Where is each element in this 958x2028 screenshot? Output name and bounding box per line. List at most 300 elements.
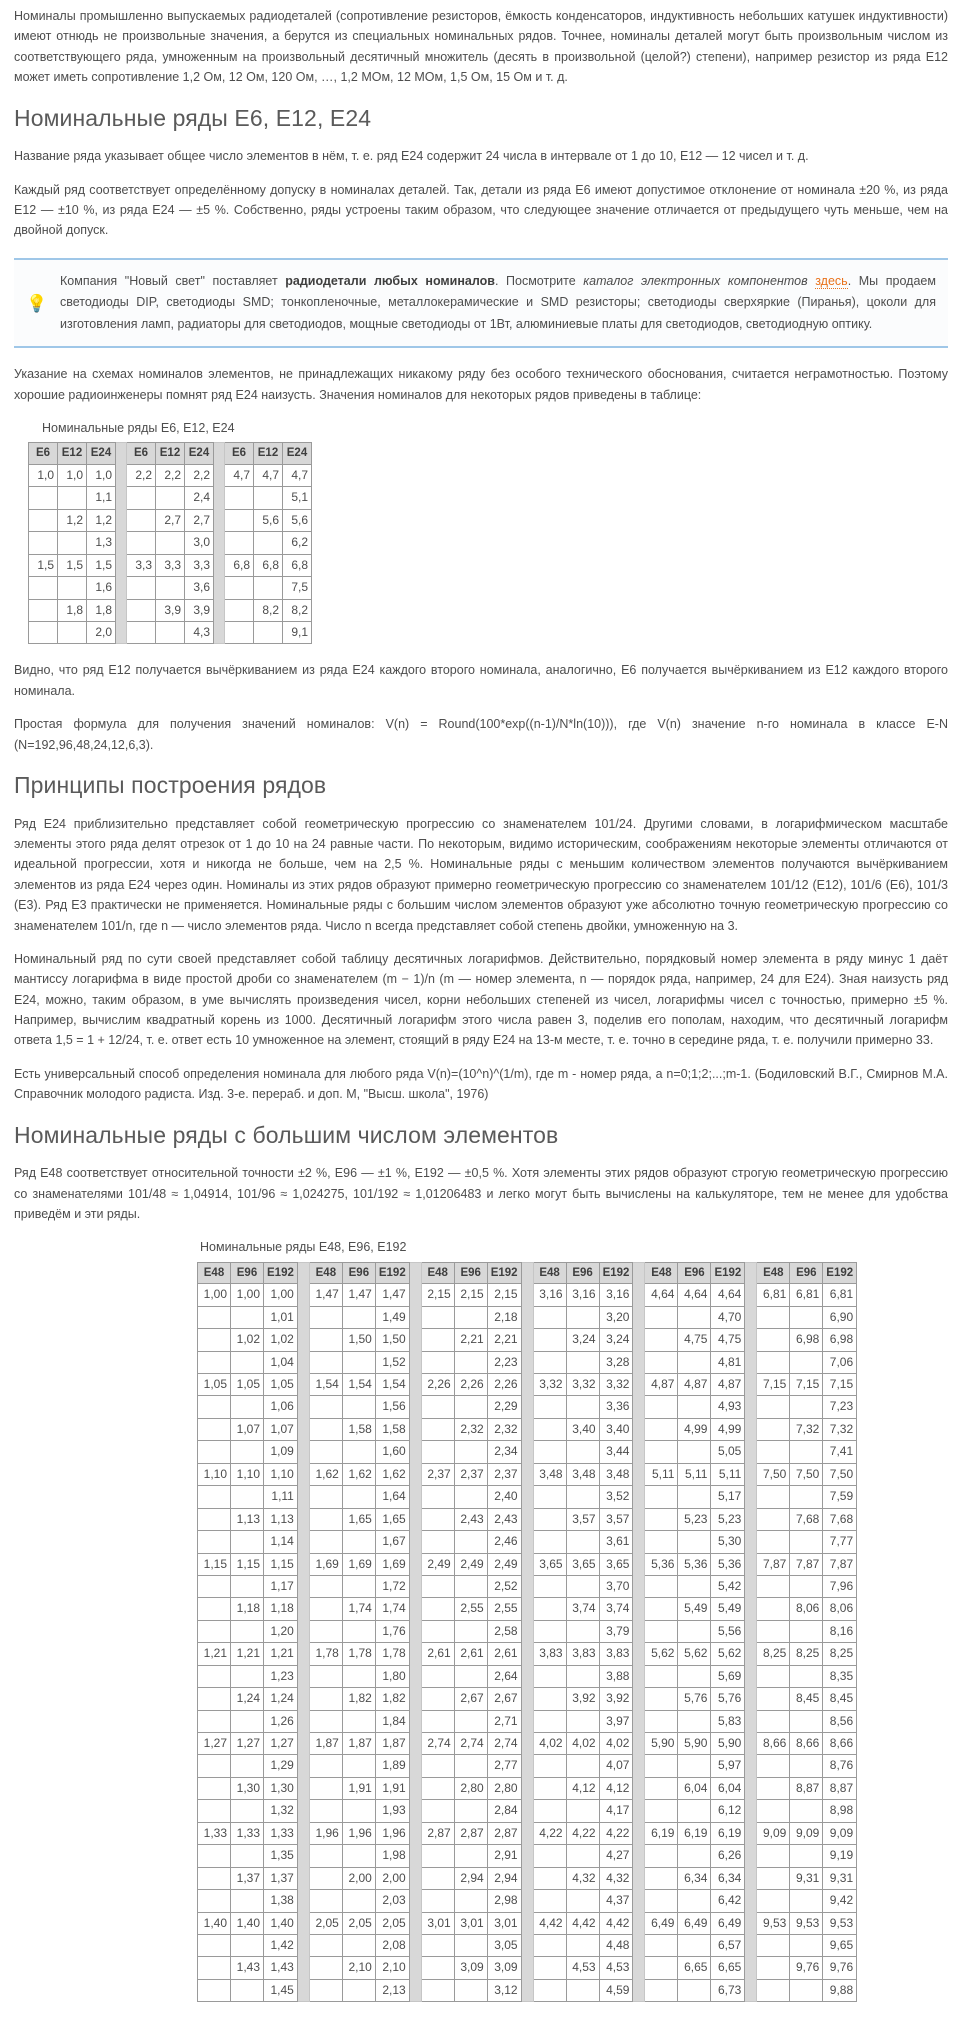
table-e192-group-separator [745,1553,757,1575]
table-e192-cell: 3,74 [566,1598,599,1620]
table-e192-cell: 3,70 [599,1575,633,1597]
table-e192-cell: 1,24 [264,1688,298,1710]
table-e192-cell [421,1890,454,1912]
table-e24-cell: 2,4 [185,487,214,509]
table-e24-group-separator [116,509,127,531]
table-e24-cell [58,621,87,643]
table-e192-cell [309,1486,342,1508]
table-e192-cell: 3,16 [533,1284,566,1306]
table-e192-cell [757,1575,790,1597]
table-e192-cell [678,1620,711,1642]
table-e24-group-separator [214,443,225,465]
table-e192-group-separator [521,1351,533,1373]
table-e192-row [198,1912,857,1934]
table-e192-cell: 4,64 [711,1284,745,1306]
table-e24-col-header-e12: E12 [156,443,185,465]
table-e192-cell [645,1665,678,1687]
table-e192-row [198,1643,857,1665]
table-e192-group-separator [297,1284,309,1306]
table-e192-group-separator [633,1306,645,1328]
table-e192-group-separator [745,1890,757,1912]
table-e192-cell [342,1486,375,1508]
table-e192-cell: 2,84 [487,1800,521,1822]
table-e192-row [198,1733,857,1755]
table-e192-cell: 3,83 [533,1643,566,1665]
table-e192-group-separator [297,1912,309,1934]
table-e192-group-separator [297,1463,309,1485]
table-e192-group-separator [745,1396,757,1418]
heading-principles: Принципы построения рядов [14,771,327,798]
table-e192-cell [309,1979,342,2001]
table-e192-cell: 3,01 [487,1912,521,1934]
table-e192-cell: 1,15 [231,1553,264,1575]
table-e192-cell [421,1396,454,1418]
table-e192-cell [309,1351,342,1373]
table-e192-cell [533,1329,566,1351]
table-e192-row [198,1822,857,1844]
table-e192-cell: 7,32 [823,1418,857,1440]
table-e192-group-separator [745,1598,757,1620]
table-e192-cell [757,1620,790,1642]
table-e192-cell: 4,42 [599,1912,633,1934]
table-e192-cell: 1,13 [264,1508,298,1530]
table-e192-cell: 4,93 [711,1396,745,1418]
table-e192-cell [678,1934,711,1956]
table-e192-cell: 2,29 [487,1396,521,1418]
table-e24-cell: 1,5 [87,554,116,576]
table-e192 [197,1262,857,2003]
table-e192-group-separator [297,1822,309,1844]
table-e192-cell: 1,98 [375,1845,409,1867]
table-e192-cell [566,1306,599,1328]
table-e192-group-separator [633,1979,645,2001]
table-e192-cell: 8,66 [823,1733,857,1755]
table-e192-cell: 3,32 [599,1374,633,1396]
table-e24-cell [156,577,185,599]
table-e192-cell: 7,87 [823,1553,857,1575]
table-e192-cell [309,1957,342,1979]
table-e192-cell [533,1396,566,1418]
table-e192-cell [645,1508,678,1530]
table-e192-cell [309,1306,342,1328]
table-e192-cell [231,1575,264,1597]
table-e192-cell [757,1306,790,1328]
table-e24-cell: 1,5 [29,554,58,576]
table-e192-row [198,1374,857,1396]
table-e192-cell [421,1665,454,1687]
table-e192-cell: 1,87 [309,1733,342,1755]
table-e192-col-header-e192: E192 [375,1262,409,1284]
table-e192-group-separator [745,1620,757,1642]
table-e192-cell: 1,60 [375,1441,409,1463]
table-e192-cell: 3,24 [566,1329,599,1351]
table-e192-row [198,1934,857,1956]
table-e192-cell [231,1306,264,1328]
table-e192-group-separator [521,1508,533,1530]
table-e24-cell [127,577,156,599]
table-e192-cell: 1,78 [342,1643,375,1665]
table-e192-group-separator [409,1733,421,1755]
table-e192-cell [309,1620,342,1642]
table-e192-cell: 7,50 [757,1463,790,1485]
table-e192-cell [533,1531,566,1553]
table-e192-cell [198,1665,231,1687]
table-e192-cell: 1,91 [342,1777,375,1799]
table-e192-cell: 9,88 [823,1979,857,2001]
table-e192-cell: 1,87 [375,1733,409,1755]
table-e192-cell: 2,05 [309,1912,342,1934]
table-e192-cell [198,1890,231,1912]
table-e192-cell: 1,96 [309,1822,342,1844]
table-e192-cell: 3,09 [487,1957,521,1979]
table-e24-cell [225,599,254,621]
heading-e6-e12-e24: Номинальные ряды E6, E12, E24 [14,104,372,131]
table-e192-group-separator [297,1374,309,1396]
table-e192-cell: 2,91 [487,1845,521,1867]
table-e24-cell [127,621,156,643]
table-e192-cell [421,1508,454,1530]
table-e192-cell: 8,87 [823,1777,857,1799]
table-e192-cell: 6,90 [823,1306,857,1328]
table-e24-cell [127,487,156,509]
table-e192-cell: 5,62 [645,1643,678,1665]
table-e192-cell: 4,59 [599,1979,633,2001]
table-e192-cell: 7,96 [823,1575,857,1597]
table-e192-cell: 1,13 [231,1508,264,1530]
promo-catalog-link[interactable]: здесь [815,273,848,288]
table-e192-cell: 1,52 [375,1351,409,1373]
table-e192-cell [309,1777,342,1799]
table-e192-col-header-e96: E96 [566,1262,599,1284]
table-e192-cell [533,1934,566,1956]
table-e192-col-header-e48: E48 [645,1262,678,1284]
table-e192-cell: 6,19 [645,1822,678,1844]
table-e192-cell: 1,27 [264,1733,298,1755]
table-e192-cell: 4,32 [599,1867,633,1889]
table-e192-col-header-e96: E96 [342,1262,375,1284]
table-e192-cell [678,1441,711,1463]
paragraph-formula: Простая формула для получения значений номиналов: V(n) = Round(100*exp((n-1)/N*ln(10))), где V(n) значение n-го номинала в классе E-N (N=192,96,48,24,12,6,3). [14,717,948,752]
table-e24-cell [127,532,156,554]
table-e192-cell [454,1979,487,2001]
table-e192-cell: 1,07 [264,1418,298,1440]
table-e192-cell [757,1508,790,1530]
table-e24-cell: 6,2 [283,532,312,554]
table-e192-cell [309,1418,342,1440]
table-e192-group-separator [633,1822,645,1844]
table-e192-cell [454,1351,487,1373]
table-e192-cell: 7,87 [757,1553,790,1575]
table-e192-cell [198,1329,231,1351]
table-e192-group-separator [633,1688,645,1710]
table-e192-cell: 1,78 [309,1643,342,1665]
table-e192-cell: 1,50 [342,1329,375,1351]
table-e192-cell: 1,49 [375,1306,409,1328]
table-e192-cell: 6,19 [678,1822,711,1844]
table-e192-cell [342,1620,375,1642]
table-e192-cell: 2,74 [454,1733,487,1755]
table-e192-group-separator [633,1262,645,1284]
table-e192-group-separator [297,1733,309,1755]
table-e192-cell [790,1620,823,1642]
table-e192-group-separator [297,1845,309,1867]
table-e192-group-separator [633,1531,645,1553]
table-e192-cell [678,1755,711,1777]
lightbulb-icon: 💡 [26,293,48,313]
table-e192-cell [342,1890,375,1912]
table-e192-cell [678,1979,711,2001]
table-e24-cell: 3,6 [185,577,214,599]
table-e192-cell: 1,26 [264,1710,298,1732]
table-e24-cell [29,621,58,643]
table-e192-cell: 2,80 [487,1777,521,1799]
table-e192-cell [645,1441,678,1463]
table-e192-cell [421,1486,454,1508]
table-e192-col-header-e192: E192 [599,1262,633,1284]
table-e192-group-separator [745,1441,757,1463]
table-e192-cell [645,1396,678,1418]
table-e24-cell [127,599,156,621]
table-e192-cell [790,1710,823,1732]
table-e192-cell: 2,05 [342,1912,375,1934]
table-e192-group-separator [633,1665,645,1687]
table-e192-cell: 2,71 [487,1710,521,1732]
table-e192-cell: 1,18 [231,1598,264,1620]
table-e24-body [29,464,312,644]
table-e192-cell: 3,57 [566,1508,599,1530]
table-e192-cell: 3,09 [454,1957,487,1979]
paragraph-logarithms: Номинальный ряд по сути своей представляет собой таблицу десятичных логарифмов. Действительно, порядковый номер элемента в ряду минус 1 даёт мантиссу логарифма в виде простой дроби со знаменателем (m − 1)/n (m — номер элемента, n — порядок ряда, например, 24 для E24). Зная наизусть ряд E24, можно, таким образом, в уме вычислять произведения чисел, корни небольших степеней из чисел, логарифмы чисел с точностью, примерно ±5 %. Например, вычислим квадратный корень из 1000. Десятичный логарифм этого числа равен 3, поделив его пополам, находим, что десятичный логарифм ответа 1,5 = 1 + 12/24, т. е. ответ есть 10 умноженное на элемент, стоящий в ряду E24 на 13-м месте, т. е. точно в середине ряда, т. е. получили примерно 33. [14,951,948,1048]
table-e192-group-separator [633,1553,645,1575]
table-e192-cell [231,1396,264,1418]
table-e192-cell: 8,06 [823,1598,857,1620]
table-e192-group-separator [409,1688,421,1710]
table-e192-cell: 1,72 [375,1575,409,1597]
table-e192-row [198,1957,857,1979]
table-e192-cell: 2,21 [454,1329,487,1351]
table-e192-group-separator [745,1800,757,1822]
table-e192-cell: 6,19 [711,1822,745,1844]
table-e192-cell [309,1800,342,1822]
table-e192-cell: 2,00 [375,1867,409,1889]
table-e192-cell [566,1710,599,1732]
table-e192-cell [757,1979,790,2001]
table-e192-cell: 1,87 [342,1733,375,1755]
table-e192-group-separator [409,1262,421,1284]
table-e192-col-header-e48: E48 [533,1262,566,1284]
table-e192-cell: 2,87 [421,1822,454,1844]
table-e192-cell: 1,65 [342,1508,375,1530]
paragraph-universal-method: Есть универсальный способ определения номинала для любого ряда V(n)=(10^n)^(1/m), где m - номер ряда, а n=0;1;2;...;m-1. (Бодиловский В.Г., Смирнов М.А. Справочник молодого радиста. Изд. 3-е. перераб. и доп. М, "Высш. школа", 1976) [14,1066,948,1102]
table-e192-cell [198,1418,231,1440]
table-e192-cell [566,1934,599,1956]
table-e24-cell: 3,3 [185,554,214,576]
table-e192-cell [645,1598,678,1620]
table-e24-cell: 1,2 [58,509,87,531]
table-e192-group-separator [409,1643,421,1665]
table-e192-cell [645,1710,678,1732]
table-e192-cell: 6,49 [678,1912,711,1934]
table-e192-cell [198,1800,231,1822]
table-e192-cell [231,1620,264,1642]
table-e192-cell: 6,49 [645,1912,678,1934]
table-e192-cell: 9,53 [823,1912,857,1934]
table-e192-cell [198,1441,231,1463]
table-e192-cell: 4,75 [678,1329,711,1351]
table-e24-group-separator [116,443,127,465]
table-e192-cell [533,1890,566,1912]
table-e192-cell [421,1620,454,1642]
table-e192-row [198,1979,857,2001]
table-e192-col-header-e48: E48 [757,1262,790,1284]
table-e192-row [198,1329,857,1351]
table-e192-group-separator [745,1979,757,2001]
table-e24-cell: 2,0 [87,621,116,643]
table-e192-group-separator [633,1598,645,1620]
table-e192-row [198,1845,857,1867]
table-e192-col-header-e48: E48 [309,1262,342,1284]
table-e192-row [198,1396,857,1418]
table-e192-cell: 2,37 [421,1463,454,1485]
table-e192-cell [757,1396,790,1418]
table-e192-cell [454,1306,487,1328]
table-e192-cell: 1,37 [231,1867,264,1889]
table-e192-group-separator [633,1575,645,1597]
table-e192-cell: 1,27 [231,1733,264,1755]
table-e192-cell: 2,67 [454,1688,487,1710]
table-e192-cell [198,1486,231,1508]
table-e192-cell [198,1396,231,1418]
table-e192-cell: 5,36 [645,1553,678,1575]
table-e24-cell [58,577,87,599]
table-e192-cell [421,1867,454,1889]
table-e192-row [198,1441,857,1463]
table-e192-cell [198,1688,231,1710]
table-e192-row [198,1284,857,1306]
table-e192-cell: 6,26 [711,1845,745,1867]
table-e24-cell [29,577,58,599]
table-e192-cell [757,1755,790,1777]
table-e192-row [198,1688,857,1710]
table-e192-cell: 1,64 [375,1486,409,1508]
table-e24-cell: 2,7 [185,509,214,531]
table-e24-group-separator [116,532,127,554]
table-e192-cell: 1,18 [264,1598,298,1620]
table-e24-group-separator [214,554,225,576]
table-e192-cell: 7,06 [823,1351,857,1373]
table-e192-cell: 4,07 [599,1755,633,1777]
table-e24-cell: 1,0 [87,464,116,486]
table-e192-cell [421,1710,454,1732]
table-e192-group-separator [633,1329,645,1351]
table-e24-cell: 5,1 [283,487,312,509]
table-e192-col-header-e48: E48 [198,1262,231,1284]
table-e24-cell [58,487,87,509]
table-e192-cell [645,1351,678,1373]
table-e192-cell [231,1800,264,1822]
table-e192-cell: 1,02 [264,1329,298,1351]
table-e192-cell [309,1710,342,1732]
table-e24-cell [156,621,185,643]
table-e192-cell [231,1845,264,1867]
table-e24-group-separator [214,577,225,599]
table-e24-cell: 5,6 [283,509,312,531]
table-e192-row [198,1598,857,1620]
table-e192-cell [533,1777,566,1799]
table-e192-group-separator [745,1575,757,1597]
table-e192-cell: 3,24 [599,1329,633,1351]
table-e192-group-separator [409,1665,421,1687]
table-e192-cell [421,1418,454,1440]
table-e192-cell [342,1531,375,1553]
table-e192-cell: 4,22 [599,1822,633,1844]
table-e24-row [29,554,312,576]
table-e192-cell [645,1777,678,1799]
table-e192-cell: 8,56 [823,1710,857,1732]
table-e192-cell [678,1800,711,1822]
table-e192-cell [533,1598,566,1620]
table-e192-cell [533,1486,566,1508]
table-e192-cell [790,1755,823,1777]
table-e192-cell: 9,31 [790,1867,823,1889]
table-e192-cell: 3,79 [599,1620,633,1642]
table-e192-cell [645,1800,678,1822]
table-e192-cell [757,1688,790,1710]
table-e192-group-separator [297,1598,309,1620]
table-e192-cell: 3,61 [599,1531,633,1553]
table-e192-cell [790,1531,823,1553]
table-e192-cell: 3,48 [599,1463,633,1485]
table-e192-cell: 5,56 [711,1620,745,1642]
table-e192-group-separator [521,1777,533,1799]
table-e192-cell: 8,45 [790,1688,823,1710]
table-e192-row [198,1620,857,1642]
table-e192-cell: 9,09 [757,1822,790,1844]
table-e192-cell: 3,01 [421,1912,454,1934]
table-e192-cell: 6,49 [711,1912,745,1934]
table-e192-cell: 4,27 [599,1845,633,1867]
table-e192-cell: 4,17 [599,1800,633,1822]
table-e192-row [198,1755,857,1777]
table-e192-cell [790,1575,823,1597]
table-e192-group-separator [409,1396,421,1418]
table-e192-group-separator [521,1845,533,1867]
table-e192-cell: 2,21 [487,1329,521,1351]
table-e192-cell: 1,33 [198,1822,231,1844]
table-e192-cell: 1,67 [375,1531,409,1553]
table-e192-col-header-e192: E192 [823,1262,857,1284]
table-e192-group-separator [521,1890,533,1912]
table-e192-group-separator [297,1979,309,2001]
table-e192-cell [533,1979,566,2001]
table-e192-cell: 2,94 [487,1867,521,1889]
table-e192-cell: 4,02 [566,1733,599,1755]
table-e192-group-separator [297,1575,309,1597]
table-e192-cell: 1,82 [342,1688,375,1710]
table-e192-cell: 4,37 [599,1890,633,1912]
table-e192-group-separator [633,1508,645,1530]
table-e192-group-separator [745,1643,757,1665]
table-e192-col-header-e96: E96 [790,1262,823,1284]
table-e192-cell [309,1441,342,1463]
table-e192-group-separator [409,1463,421,1485]
table-e192-cell [645,1890,678,1912]
table-e24-cell [29,509,58,531]
table-e24-cell [156,532,185,554]
table-e24-cell: 4,7 [225,464,254,486]
table-e192-wrapper [197,1237,948,2002]
table-e192-cell [566,1351,599,1373]
